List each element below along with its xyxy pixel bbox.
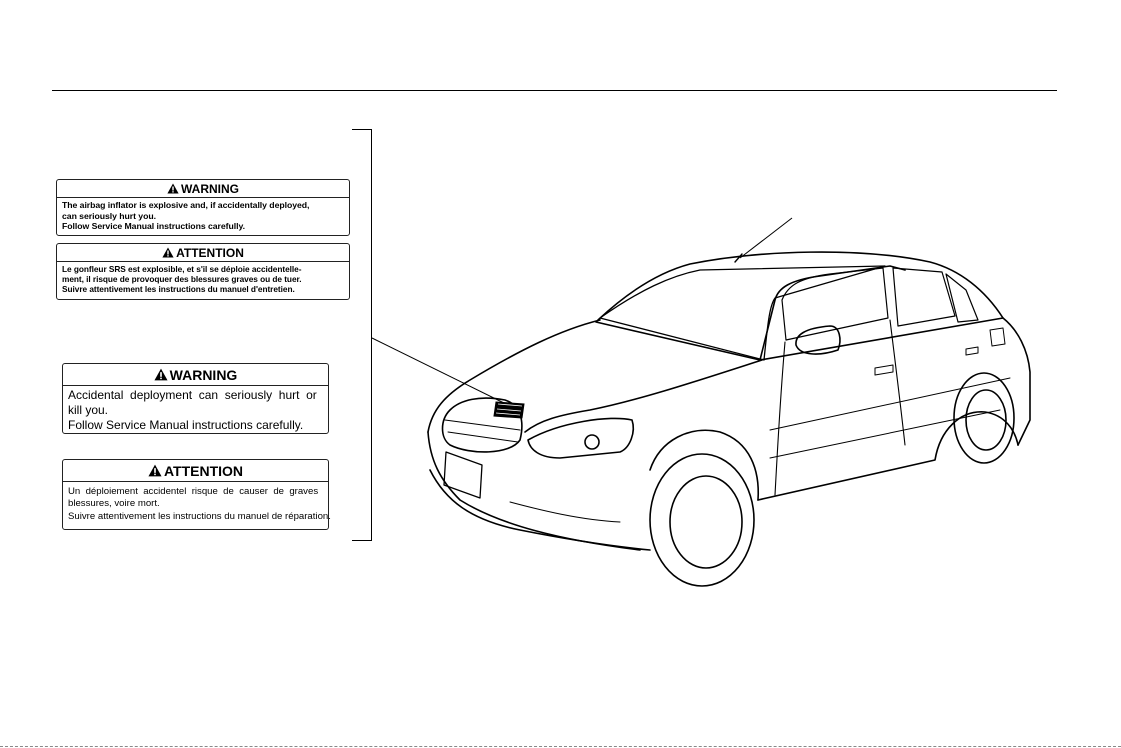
label-text [63,386,328,435]
label-line: Suivre attentivement les instructions du manuel d'entretien. [62,284,295,295]
label-title: ATTENTION [176,245,244,260]
warning-label-en-large [62,363,329,434]
label-heading [57,244,349,262]
warning-triangle-icon [148,464,162,477]
label-heading [63,364,328,386]
label-text [63,482,331,525]
label-line: Follow Service Manual instructions carefully. [68,418,304,432]
label-text [57,262,349,296]
label-line: Un déploiement accidentel risque de causer de graves [68,486,319,497]
label-group-bracket [352,129,372,541]
label-line: The airbag inflator is explosive and, if accidentally deployed, [62,200,310,210]
hood-label-sticker [494,402,524,418]
attention-label-fr-large [62,459,329,530]
label-text [57,198,349,234]
label-line: Le gonfleur SRS est explosible, et s'il se déploie accidentelle- [62,264,302,274]
label-line: Suivre attentivement les instructions du manuel de réparation. [68,510,331,522]
label-title: WARNING [181,181,239,196]
label-heading [57,180,349,198]
label-line: blessures, voire mort. [68,498,160,510]
label-line: ment, il risque de provoquer des blessures graves ou de tuer. [62,274,302,285]
warning-triangle-icon [154,368,168,381]
page-bottom-edge [0,746,1121,747]
warning-triangle-icon [162,247,174,258]
label-line: can seriously hurt you. [62,210,156,221]
attention-label-fr-small [56,243,350,300]
label-title: WARNING [169,366,238,383]
label-line: Follow Service Manual instructions carefully. [62,221,245,232]
warning-triangle-icon [167,183,179,194]
warning-label-en-small [56,179,350,236]
header-rule [52,90,1057,91]
label-line: Accidental deployment can seriously hurt or [68,388,317,402]
car-illustration [380,210,1050,600]
label-title: ATTENTION [163,462,244,479]
label-heading [63,460,328,482]
label-line: kill you. [68,403,109,417]
